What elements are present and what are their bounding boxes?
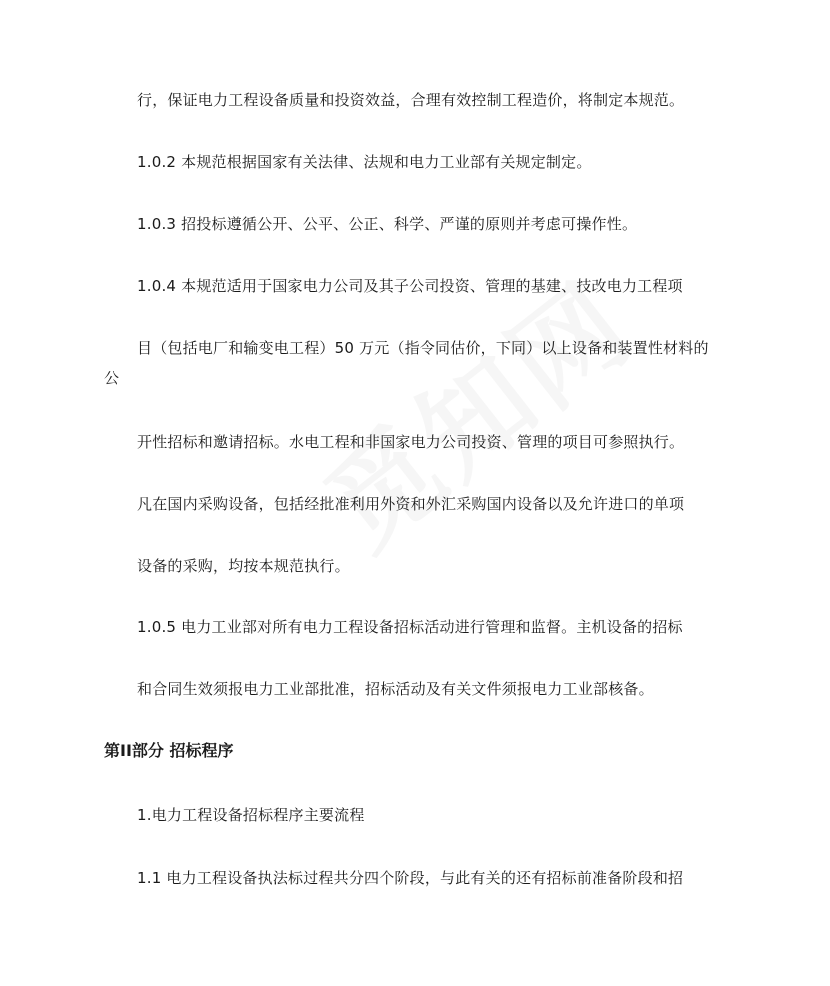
clause-1-0-4: 1.0.4 本规范适用于国家电力公司及其子公司投资、管理的基建、技改电力工程项: [137, 277, 683, 295]
section-heading: 第II部分 招标程序: [104, 741, 234, 760]
paragraph-line: 设备的采购，均按本规范执行。: [137, 557, 350, 575]
paragraph-line: 开性招标和邀请招标。水电工程和非国家电力公司投资、管理的项目可参照执行。: [137, 433, 685, 451]
clause-1-0-3: 1.0.3 招投标遵循公开、公平、公正、科学、严谨的原则并考虑可操作性。: [137, 215, 638, 233]
paragraph-line: 公: [104, 369, 120, 387]
paragraph-line: 目（包括电厂和输变电工程）50 万元（指令同估价，下同）以上设备和装置性材料的: [137, 339, 709, 357]
clause-1-0-5: 1.0.5 电力工业部对所有电力工程设备招标活动进行管理和监督。主机设备的招标: [137, 618, 683, 636]
paragraph-line: 和合同生效须报电力工业部批准，招标活动及有关文件须报电力工业部核备。: [137, 680, 654, 698]
clause-1-0-2: 1.0.2 本规范根据国家有关法律、法规和电力工业部有关规定制定。: [137, 153, 592, 171]
clause-1-1: 1.1 电力工程设备执法标过程共分四个阶段，与此有关的还有招标前准备阶段和招: [137, 869, 684, 887]
paragraph-line: 行，保证电力工程设备质量和投资效益，合理有效控制工程造价，将制定本规范。: [137, 91, 685, 109]
subsection-title: 1.电力工程设备招标程序主要流程: [137, 806, 365, 824]
paragraph-line: 凡在国内采购设备，包括经批准利用外资和外汇采购国内设备以及允许进口的单项: [137, 495, 685, 513]
